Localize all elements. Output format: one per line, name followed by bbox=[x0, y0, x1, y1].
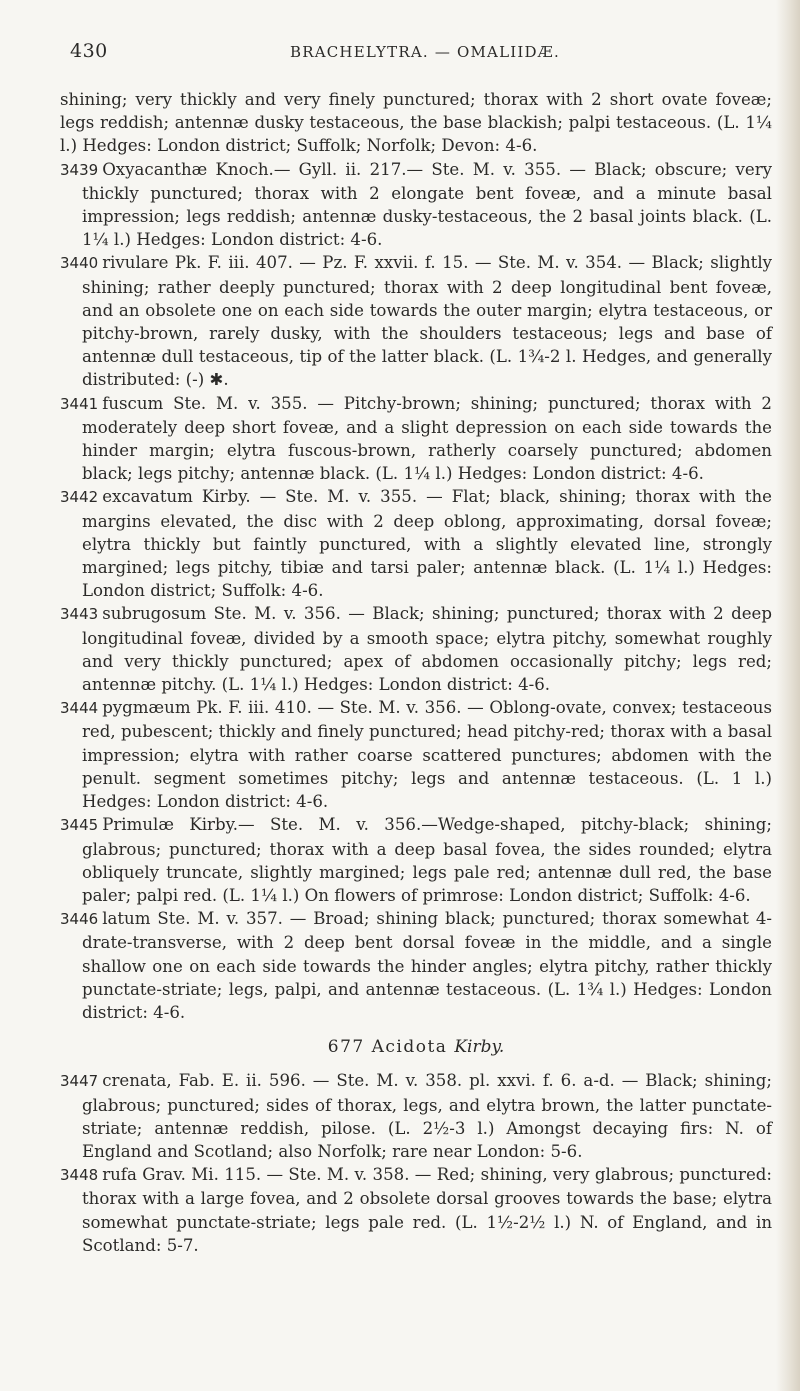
species-list-b bbox=[60, 1069, 772, 1257]
species-name: Oxyacanthæ bbox=[102, 159, 208, 179]
species-number: 3444 bbox=[60, 699, 99, 718]
page-edge-shadow bbox=[776, 0, 800, 1391]
species-description: Knoch.— Gyll. ii. 217.— Ste. M. v. 355. — Black; obscure; very thickly punctured; thorax with 2 elongate bent foveæ, and a minute basal impression; legs reddish; antennæ dusky-testaceous, the 2 basal joints black. (L. 1¼ l.) Hedges: London district: 4-6. bbox=[82, 159, 772, 250]
continued-paragraph: shining; very thickly and very finely punctured; thorax with 2 short ovate foveæ; legs reddish; antennæ dusky testaceous, the base blackish; palpi testaceous. (L. 1¼ l.) Hedges: London district; Suffolk; Norfolk; Devon: 4-6. bbox=[60, 90, 772, 156]
species-number: 3443 bbox=[60, 605, 99, 624]
species-number: 3447 bbox=[60, 1072, 99, 1091]
running-title: BRACHELYTRA. — OMALIIDÆ. bbox=[290, 43, 560, 61]
species-entry bbox=[60, 251, 772, 391]
species-name: crenata, bbox=[102, 1071, 172, 1091]
species-entry bbox=[60, 907, 772, 1024]
genus-name: Acidota bbox=[371, 1037, 448, 1058]
species-number: 3442 bbox=[60, 488, 99, 507]
species-description: Kirby. — Ste. M. v. 355. — Flat; black, shining; thorax with the margins elevated, the disc with 2 deep oblong, approximating, dorsal foveæ; elytra thickly but faintly punctured, with a slightly elevated line, strongly margined; legs pitchy, tibiæ and tarsi paler; antennæ black. (L. 1¼ l.) Hedges: London district; Suffolk: 4-6. bbox=[82, 487, 772, 601]
species-description: Ste. M. v. 355. — Pitchy-brown; shining; punctured; thorax with 2 moderately deep short foveæ, and a slight depression on each side towards the hinder margin; elytra fuscous-brown, ratherly coarsely punctured; abdomen black; legs pitchy; antennæ black. (L. 1¼ l.) Hedges: London district: 4-6. bbox=[82, 393, 772, 484]
species-description: Pk. F. iii. 407. — Pz. F. xxvii. f. 15. — Ste. M. v. 354. — Black; slightly shining; rather deeply punctured; thorax with 2 deep longitudinal bent foveæ, and an obsolete one on each side towards the outer margin; elytra testaceous, or pitchy-brown, rarely dusky, with the shoulders testaceous; legs and base of antennæ dull testaceous, tip of the latter black. (L. 1¾-2 l. Hedges, and generally distributed: (-) ✱. bbox=[82, 253, 772, 390]
genus-number: 677 bbox=[327, 1037, 365, 1058]
page-header bbox=[70, 40, 730, 70]
species-name: rivulare bbox=[102, 253, 169, 273]
species-description: Ste. M. v. 356. — Black; shining; punctured; thorax with 2 deep longitudinal foveæ, divided by a smooth space; elytra pitchy, somewhat roughly and very thickly punctured; apex of abdomen occasionally pitchy; legs red; antennæ pitchy. (L. 1¼ l.) Hedges: London district: 4-6. bbox=[82, 604, 772, 695]
species-name: fuscum bbox=[102, 393, 164, 413]
species-name: pygmæum bbox=[102, 698, 191, 718]
species-number: 3448 bbox=[60, 1166, 99, 1185]
species-description: Grav. Mi. 115. — Ste. M. v. 358. — Red; shining, very glabrous; punctured: thorax with a large fovea, and 2 obsolete dorsal grooves towards the base; elytra somewhat punctate-striate; legs pale red. (L. 1½-2½ l.) N. of England, and in Scotland: 5-7. bbox=[82, 1165, 772, 1255]
species-entry bbox=[60, 813, 772, 907]
page-number: 430 bbox=[70, 40, 108, 62]
species-entry bbox=[60, 1163, 772, 1257]
page-body bbox=[60, 88, 772, 1257]
species-name: latum bbox=[102, 909, 151, 929]
species-entry bbox=[60, 158, 772, 252]
species-name: Primulæ bbox=[102, 815, 174, 835]
species-list-a bbox=[60, 158, 772, 1025]
species-entry bbox=[60, 696, 772, 813]
species-number: 3441 bbox=[60, 394, 99, 413]
species-name: subrugosum bbox=[102, 604, 207, 624]
species-description: Fab. E. ii. 596. — Ste. M. v. 358. pl. xxvi. f. 6. a-d. — Black; shining; glabrous; punctured; sides of thorax, legs, and elytra brown, the latter punctate-striate; antennæ reddish, pilose. (L. 2½-3 l.) Amongst decaying firs: N. of England and Scotland; also Norfolk; rare near London: 5-6. bbox=[82, 1071, 772, 1161]
species-entry bbox=[60, 392, 772, 486]
species-entry bbox=[60, 602, 772, 696]
species-entry bbox=[60, 485, 772, 602]
species-name: rufa bbox=[102, 1165, 137, 1185]
species-description: Pk. F. iii. 410. — Ste. M. v. 356. — Oblong-ovate, convex; testaceous red, pubescent; thickly and finely punctured; head pitchy-red; thorax with a basal impression; elytra with rather coarse scattered punctures; abdomen with the penult. segment sometimes pitchy; legs and antennæ testaceous. (L. 1 l.) Hedges: London district: 4-6. bbox=[82, 698, 773, 812]
genus-author: Kirby. bbox=[454, 1037, 505, 1058]
species-entry bbox=[60, 1069, 772, 1163]
species-number: 3445 bbox=[60, 816, 99, 835]
species-number: 3439 bbox=[60, 160, 99, 179]
species-name: excavatum bbox=[102, 487, 193, 507]
species-number: 3440 bbox=[60, 254, 99, 273]
species-description: Ste. M. v. 357. — Broad; shining black; punctured; thorax somewhat 4-drate-transverse, with 2 deep bent dorsal foveæ in the middle, and a single shallow one on each side towards the hinder angles; elytra pitchy, rather thickly punctate-striate; legs, palpi, and antennæ testaceous. (L. 1¾ l.) Hedges: London district: 4-6. bbox=[82, 909, 772, 1022]
genus-heading bbox=[60, 1036, 772, 1059]
species-description: Kirby.— Ste. M. v. 356.—Wedge-shaped, pitchy-black; shining; glabrous; punctured; thorax with a deep basal fovea, the sides rounded; elytra obliquely truncate, slightly margined; legs pale red; antennæ dull red, the base paler; palpi red. (L. 1¼ l.) On flowers of primrose: London district; Suffolk: 4-6. bbox=[82, 815, 772, 905]
species-number: 3446 bbox=[60, 910, 99, 929]
